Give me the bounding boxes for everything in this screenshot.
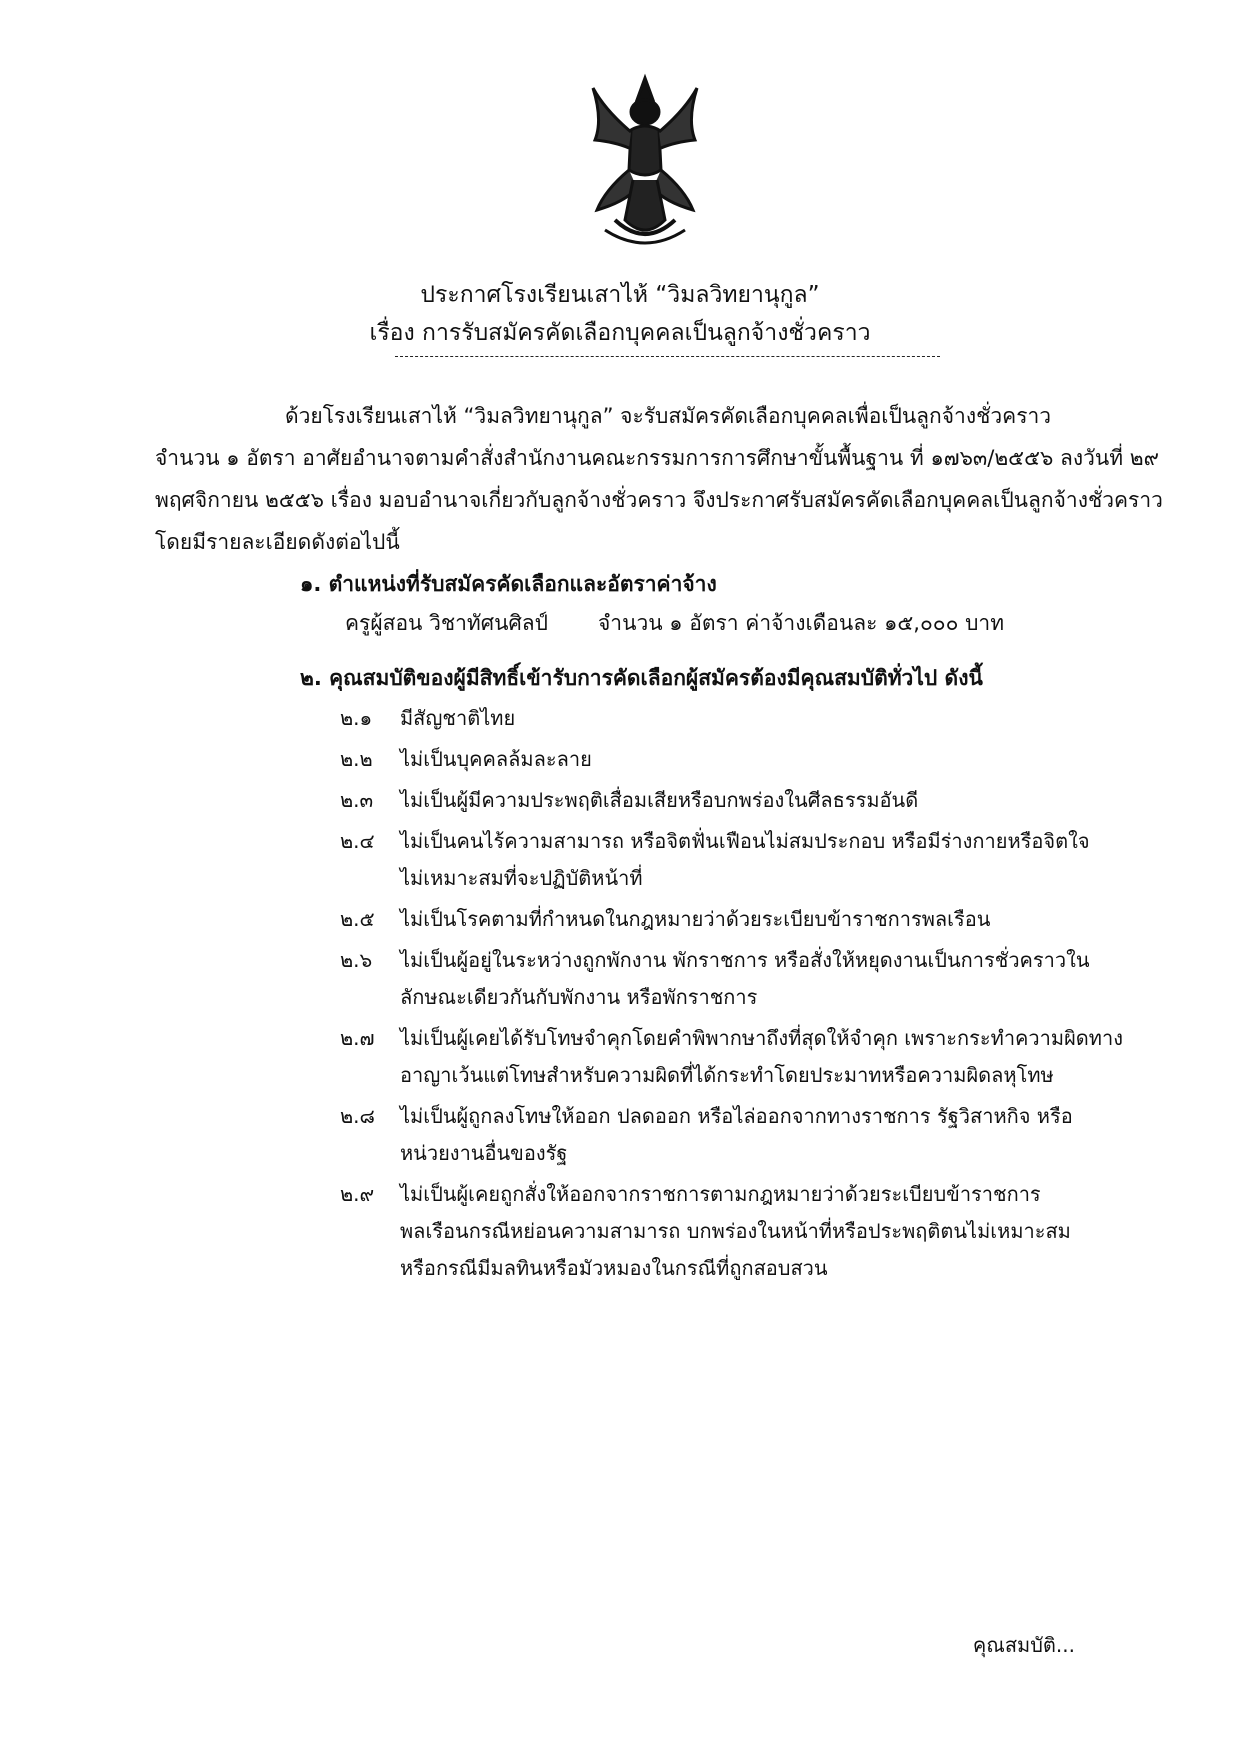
item-text: อาญาเว้นแต่โทษสำหรับความผิดที่ได้กระทำโดยประมาทหรือความผิดลหุโทษ [400,1063,1054,1087]
item-number: ๒.๕ [340,907,375,931]
item-text: ลักษณะเดียวกันกับพักงาน หรือพักราชการ [400,985,758,1009]
item-number: ๒.๑ [340,706,373,730]
item-number: ๒.๒ [340,747,373,771]
list-item [340,1176,1120,1287]
list-item [340,700,1120,737]
item-text: ไม่เหมาะสมที่จะปฏิบัติหน้าที่ [400,866,643,890]
item-text: ไม่เป็นผู้มีความประพฤติเสื่อมเสียหรือบกพร่องในศีลธรรมอันดี [400,788,919,812]
item-number: ๒.๘ [340,1104,375,1128]
item-text: มีสัญชาติไทย [400,706,516,730]
item-number: ๒.๖ [340,948,373,972]
list-item [340,782,1120,819]
intro-line: โดยมีรายละเอียดดังต่อไปนี้ [155,530,400,554]
item-text: พลเรือนกรณีหย่อนความสามารถ บกพร่องในหน้าที่หรือประพฤติตนไม่เหมาะสม [400,1219,1071,1243]
list-item [340,942,1120,1016]
list-item [340,1020,1123,1094]
item-text: ไม่เป็นโรคตามที่กำหนดในกฎหมายว่าด้วยระเบียบข้าราชการพลเรือน [400,907,991,931]
position-name: ครูผู้สอน วิชาทัศนศิลป์ [345,611,548,635]
item-number: ๒.๗ [340,1026,375,1050]
list-item [340,1098,1120,1172]
page-continuation: คุณสมบัติ... [972,1633,1075,1657]
garuda-emblem-icon [575,70,715,250]
list-item [340,741,1120,778]
position-row [345,605,1004,641]
intro-line: ด้วยโรงเรียนเสาไห้ “วิมลวิทยานุกูล” จะรับสมัครคัดเลือกบุคคลเพื่อเป็นลูกจ้างชั่วคราว [285,404,1052,428]
item-text: ไม่เป็นคนไร้ความสามารถ หรือจิตฟั่นเฟือนไม่สมประกอบ หรือมีร่างกายหรือจิตใจ [400,829,1090,853]
item-text: ไม่เป็นผู้ถูกลงโทษให้ออก ปลดออก หรือไล่ออกจากทางราชการ รัฐวิสาหกิจ หรือ [400,1104,1073,1128]
item-text: ไม่เป็นผู้เคยได้รับโทษจำคุกโดยคำพิพากษาถึงที่สุดให้จำคุก เพราะกระทำความผิดทาง [400,1026,1123,1050]
announcement-subject: เรื่อง การรับสมัครคัดเลือกบุคคลเป็นลูกจ้างชั่วคราว [369,320,871,346]
item-text: ไม่เป็นผู้เคยถูกสั่งให้ออกจากราชการตามกฎหมายว่าด้วยระเบียบข้าราชการ [400,1182,1041,1206]
item-text: หรือกรณีมีมลทินหรือมัวหมองในกรณีที่ถูกสอบสวน [400,1256,828,1280]
list-item [340,823,1120,897]
section-1-heading: ๑. ตำแหน่งที่รับสมัครคัดเลือกและอัตราค่าจ้าง [300,572,717,596]
item-text: ไม่เป็นบุคคลล้มละลาย [400,747,592,771]
intro-paragraph [155,395,1163,563]
announcement-title: ประกาศโรงเรียนเสาไห้ “วิมลวิทยานุกูล” [420,282,820,308]
item-text: ไม่เป็นผู้อยู่ในระหว่างถูกพักงาน พักราชการ หรือสั่งให้หยุดงานเป็นการชั่วคราวใน [400,948,1090,972]
list-item [340,901,1120,938]
item-number: ๒.๓ [340,788,374,812]
item-number: ๒.๔ [340,829,375,853]
item-number: ๒.๙ [340,1182,375,1206]
section-2-heading: ๒. คุณสมบัติของผู้มีสิทธิ์เข้ารับการคัดเลือกผู้สมัครต้องมีคุณสมบัติทั่วไป ดังนี้ [300,666,983,690]
intro-line: พฤศจิกายน ๒๕๕๖ เรื่อง มอบอำนาจเกี่ยวกับลูกจ้างชั่วคราว จึงประกาศรับสมัครคัดเลือกบุคคลเป็นลูกจ้างชั่วคราว [155,488,1163,512]
intro-line: จำนวน ๑ อัตรา อาศัยอำนาจตามคำสั่งสำนักงานคณะกรรมการการศึกษาขั้นพื้นฐาน ที่ ๑๗๖๓/๒๕๕๖ ลงวันที่ ๒๙ [155,446,1159,470]
position-detail: จำนวน ๑ อัตรา ค่าจ้างเดือนละ ๑๕,๐๐๐ บาท [598,611,1005,635]
item-text: หน่วยงานอื่นของรัฐ [400,1141,568,1165]
dashed-divider [395,356,940,357]
qualification-list [340,700,1123,1291]
